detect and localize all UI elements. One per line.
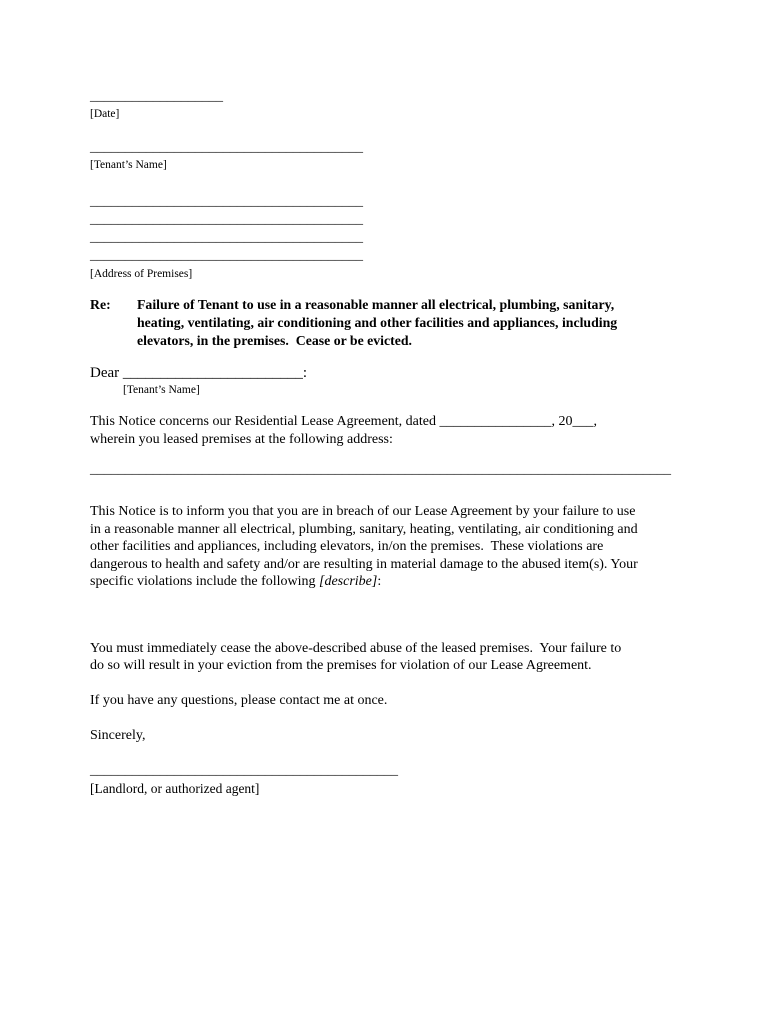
address-blank-lines xyxy=(90,193,690,265)
premises-address-blank-line: ___________________________________________________________________________________ xyxy=(90,462,671,477)
paragraph-cease-warning xyxy=(90,640,690,675)
re-subject-line: Failure of Tenant to use in a reasonable manner all electrical, plumbing, sanitary, xyxy=(137,297,615,312)
address-of-premises-label: [Address of Premises] xyxy=(90,268,193,280)
re-subject-line: elevators, in the premises. Cease or be evicted. xyxy=(137,333,412,348)
address-blank-line: _______________________________________ xyxy=(90,230,363,245)
landlord-agent-label: [Landlord, or authorized agent] xyxy=(90,780,260,796)
tenant-name-blank-line: _______________________________________ xyxy=(90,140,363,155)
paragraph-text: : xyxy=(377,574,382,589)
describe-placeholder: [describe] xyxy=(319,574,378,589)
re-subject-block xyxy=(90,296,690,350)
address-blank-line: _______________________________________ xyxy=(90,212,363,227)
paragraph-line: other facilities and appliances, including elevators, in/on the premises. These violations are xyxy=(90,539,604,554)
paragraph-line: dangerous to health and safety and/or are resulting in material damage to the abused item(s). Your xyxy=(90,556,638,572)
paragraph-questions: If you have any questions, please contact me at once. xyxy=(90,692,388,708)
paragraph-line: This Notice concerns our Residential Lease Agreement, dated ________________, 20___, xyxy=(90,414,597,429)
paragraph-lease-concerns xyxy=(90,413,690,448)
tenant-name-label: [Tenant’s Name] xyxy=(90,159,167,171)
paragraph-line: in a reasonable manner all electrical, plumbing, sanitary, heating, ventilating, air conditioning and xyxy=(90,521,638,537)
paragraph-text: specific violations include the following xyxy=(90,574,320,589)
date-label: [Date] xyxy=(90,108,120,120)
closing-sincerely: Sincerely, xyxy=(90,728,146,743)
re-prefix: Re: xyxy=(90,297,111,312)
address-blank-line: _______________________________________ xyxy=(90,248,363,263)
paragraph-line: do so will result in your eviction from the premises for violation of our Lease Agreement. xyxy=(90,658,592,673)
date-blank-line: ___________________ xyxy=(90,89,223,104)
paragraph-line xyxy=(90,573,690,591)
address-blank-line: _______________________________________ xyxy=(90,194,363,209)
paragraph-line: You must immediately cease the above-described abuse of the leased premises. Your failure to xyxy=(90,640,622,656)
salutation-tenant-name-label: [Tenant’s Name] xyxy=(123,384,200,396)
salutation-line: Dear ________________________: xyxy=(90,365,308,381)
signature-blank-line: ____________________________________________ xyxy=(90,762,398,778)
paragraph-breach-notice xyxy=(90,503,690,591)
paragraph-line: wherein you leased premises at the following address: xyxy=(90,431,393,447)
re-subject-text xyxy=(137,296,617,350)
paragraph-line: This Notice is to inform you that you are in breach of our Lease Agreement by your failure to use xyxy=(90,504,636,519)
re-subject-line: heating, ventilating, air conditioning and other facilities and appliances, including xyxy=(137,315,618,330)
